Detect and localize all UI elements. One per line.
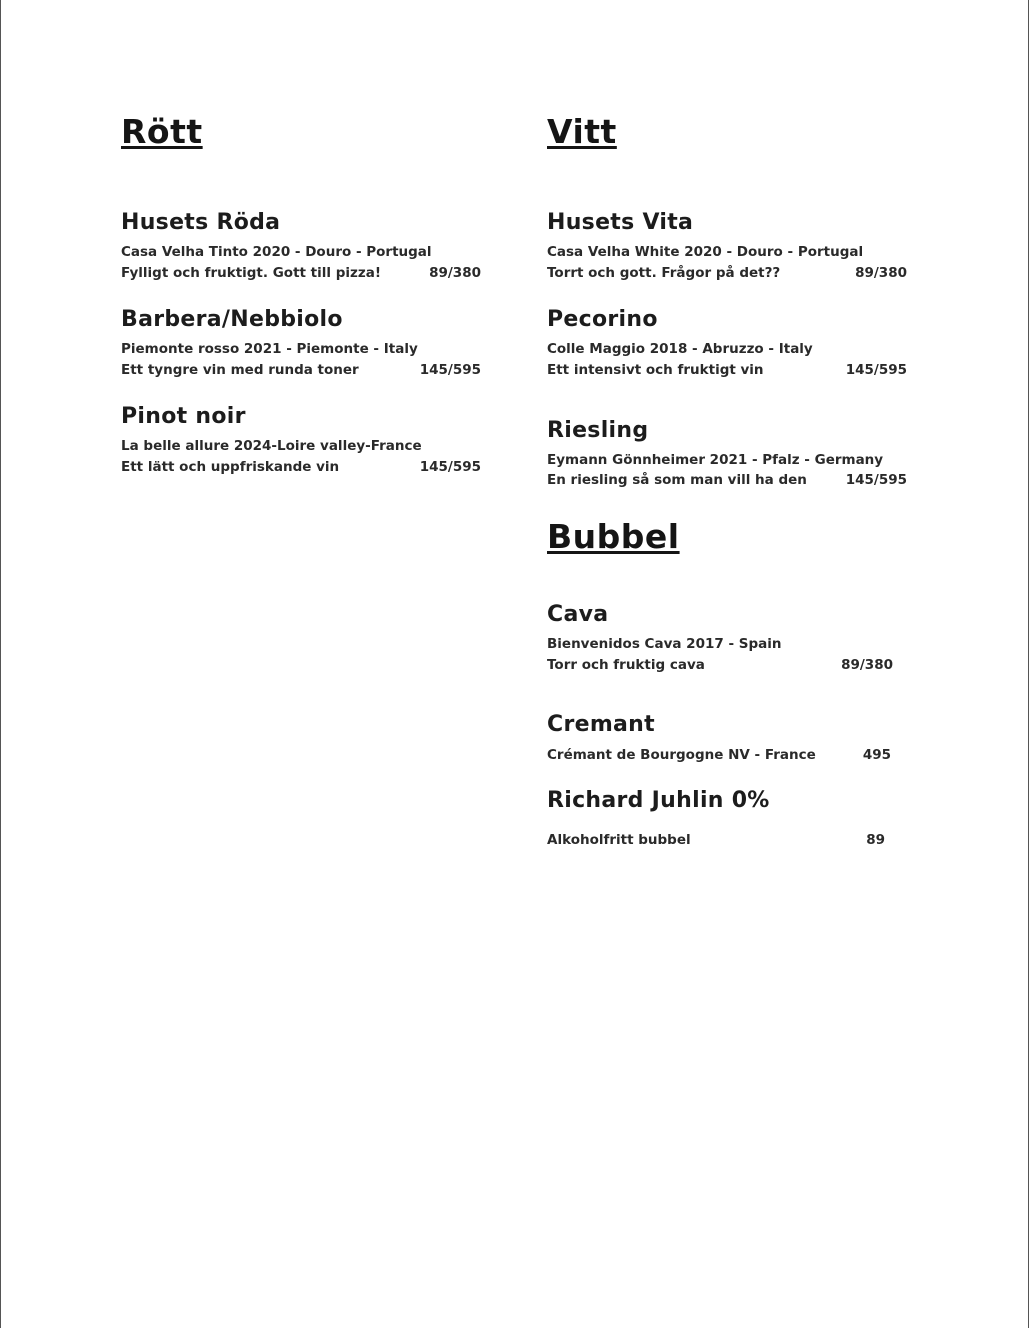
wine-price: 145/595: [419, 459, 481, 475]
wine-desc-row: [547, 832, 885, 848]
wine-description: Ett lätt och uppfriskande vin: [121, 459, 340, 475]
wine-origin-text: Casa Velha White 2020 - Douro - Portugal: [547, 244, 864, 260]
wine-origin-text: Eymann Gönnheimer 2021 - Pfalz - Germany: [547, 452, 884, 468]
wine-desc-row: [547, 265, 907, 281]
wine-price: 145/595: [419, 362, 481, 378]
wine-name: Richard Juhlin 0%: [547, 788, 770, 813]
page-border-left: [0, 0, 1, 1328]
wine-price: 145/595: [845, 472, 907, 488]
wine-name: Cava: [547, 602, 609, 627]
wine-description: Crémant de Bourgogne NV - France: [547, 747, 816, 763]
wine-origin: [547, 452, 907, 468]
wine-description: Alkoholfritt bubbel: [547, 832, 691, 848]
wine-description: Torrt och gott. Frågor på det??: [547, 265, 781, 281]
wine-origin-text: Bienvenidos Cava 2017 - Spain: [547, 636, 782, 652]
wine-name: Cremant: [547, 712, 655, 737]
wine-desc-row: [121, 362, 481, 378]
wine-origin: [547, 341, 907, 357]
wine-name: Pecorino: [547, 307, 658, 332]
wine-price: 145/595: [845, 362, 907, 378]
wine-origin-text: Colle Maggio 2018 - Abruzzo - Italy: [547, 341, 813, 357]
section-title-rott: Rött: [121, 112, 203, 151]
wine-origin-text: Piemonte rosso 2021 - Piemonte - Italy: [121, 341, 418, 357]
wine-name: Pinot noir: [121, 404, 246, 429]
wine-origin-text: La belle allure 2024-Loire valley-France: [121, 438, 422, 454]
wine-description: Fylligt och fruktigt. Gott till pizza!: [121, 265, 381, 281]
wine-origin-text: Casa Velha Tinto 2020 - Douro - Portugal: [121, 244, 432, 260]
wine-desc-row: [547, 657, 893, 673]
wine-price: 89: [866, 832, 885, 848]
wine-price: 89/380: [429, 265, 481, 281]
wine-name: Husets Röda: [121, 210, 281, 235]
wine-desc-row: [547, 747, 891, 763]
column-vitt-bubbel: [547, 0, 917, 1328]
wine-origin: [121, 438, 481, 454]
wine-desc-row: [121, 459, 481, 475]
wine-description: Torr och fruktig cava: [547, 657, 705, 673]
wine-origin: [121, 341, 481, 357]
wine-desc-row: [121, 265, 481, 281]
wine-desc-row: [547, 362, 907, 378]
section-title-vitt: Vitt: [547, 112, 617, 151]
wine-origin: [547, 636, 907, 652]
wine-description: Ett tyngre vin med runda toner: [121, 362, 359, 378]
wine-name: Riesling: [547, 418, 649, 443]
section-title-bubbel: Bubbel: [547, 517, 680, 556]
wine-name: Husets Vita: [547, 210, 694, 235]
wine-origin: [121, 244, 481, 260]
wine-price: 495: [862, 747, 891, 763]
wine-price: 89/380: [841, 657, 893, 673]
wine-price: 89/380: [855, 265, 907, 281]
page-border-right: [1028, 0, 1029, 1328]
wine-desc-row: [547, 472, 907, 488]
wine-name: Barbera/Nebbiolo: [121, 307, 343, 332]
wine-origin: [547, 244, 907, 260]
wine-description: Ett intensivt och fruktigt vin: [547, 362, 764, 378]
column-rott: [121, 0, 491, 1328]
wine-description: En riesling så som man vill ha den: [547, 472, 807, 488]
